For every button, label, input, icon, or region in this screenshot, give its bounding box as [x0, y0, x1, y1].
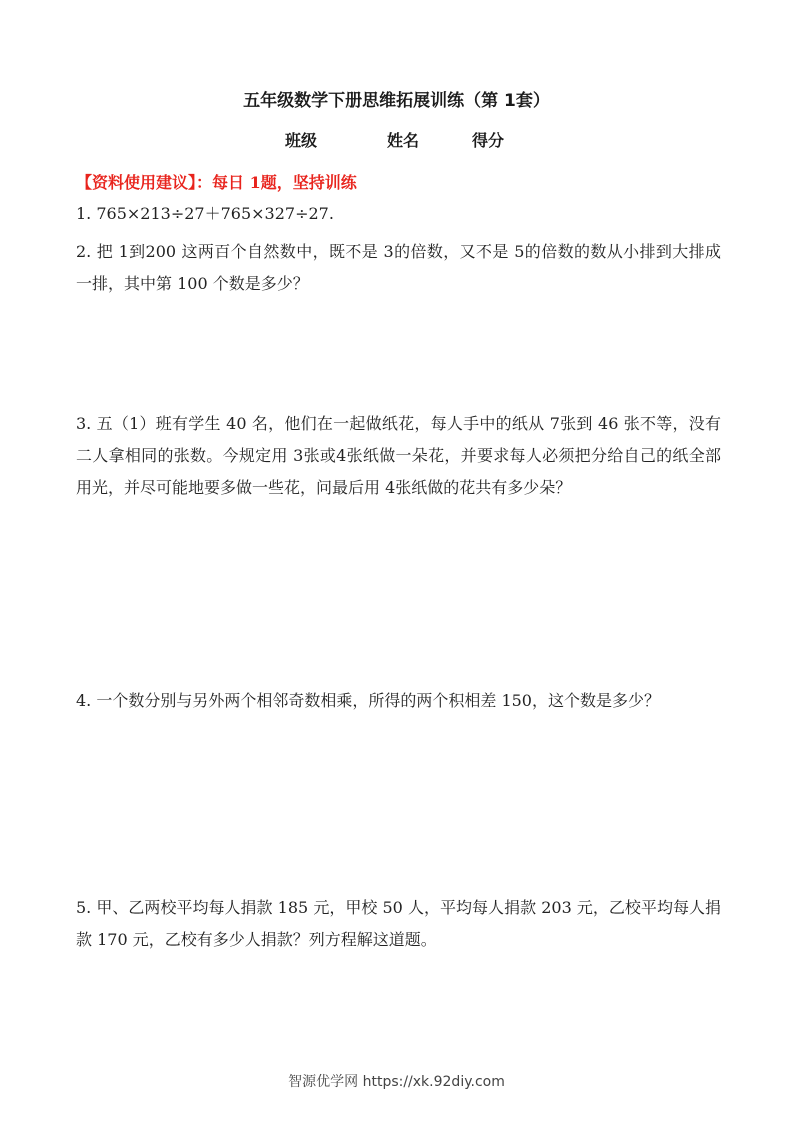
question-4: 4. 一个数分别与另外两个相邻奇数相乘，所得的两个积相差 150，这个数是多少？ [76, 691, 660, 710]
class-label: 班级 [285, 131, 318, 150]
question-5: 5. 甲、乙两校平均每人捐款 185 元，甲校 50 人，平均每人捐款 203 元，乙校平均每人捐款 170 元，乙校有多少人捐款？列方程解这道题。 [76, 898, 721, 949]
footer-watermark: 智源优学网 https://xk.92diy.com [288, 1074, 505, 1090]
document-title: 五年级数学下册思维拓展训练（第 1套） [243, 91, 550, 111]
question-1: 1. 765×213÷27＋765×327÷27. [76, 204, 334, 223]
name-label: 姓名 [387, 131, 420, 150]
usage-advice: 【资料使用建议】：每日 1题，坚持训练 [76, 173, 357, 192]
question-3: 3. 五（1）班有学生 40 名，他们在一起做纸花，每人手中的纸从 7张到 46 张不等，没有二人拿相同的张数。今规定用 3张或4张纸做一朵花，并要求每人必须把分给自己的纸全部用光，并尽可能地要多做一些花，问最后用 4张纸做的花共有多少朵？ [76, 414, 721, 497]
question-2: 2. 把 1到200 这两百个自然数中，既不是 3的倍数，又不是 5的倍数的数从小排到大排成一排，其中第 100 个数是多少？ [76, 242, 721, 293]
score-label: 得分 [472, 131, 505, 150]
